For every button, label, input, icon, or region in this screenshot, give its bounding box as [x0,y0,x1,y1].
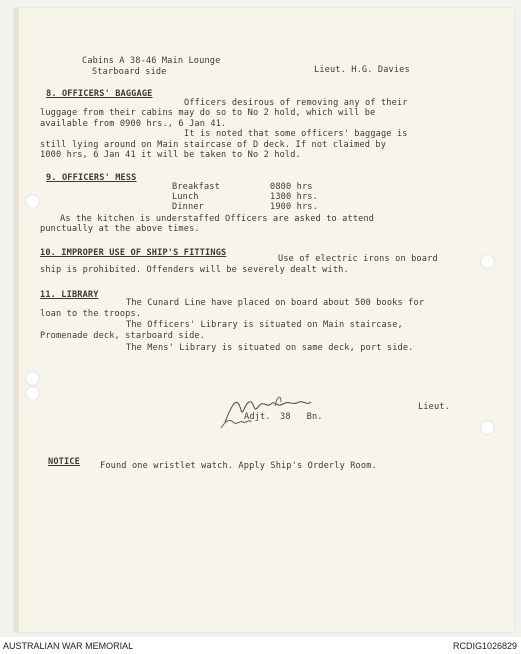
body-line: available from 0900 hrs., 6 Jan 41. [40,119,227,129]
body-line: ship is prohibited. Offenders will be severely dealt with. [40,265,349,275]
meal-name: Dinner [172,202,204,212]
body-line: loan to the troops. [40,309,142,319]
body-line: Use of electric irons on board [278,254,438,264]
typed-memo [34,56,474,565]
punch-hole [480,254,495,269]
meal-time: 0800 hrs [270,182,313,192]
heading-library: 11. LIBRARY [40,290,99,300]
archive-footer [0,637,521,654]
meal-time: 1300 hrs. [270,192,318,202]
meal-name: Lunch [172,192,199,202]
body-line: 1000 hrs, 6 Jan 41 it will be taken to No 2 hold. [40,150,301,160]
heading-officers-mess: 9. OFFICERS' MESS [46,173,137,183]
heading-improper-use: 10. IMPROPER USE OF SHIP'S FITTINGS [40,248,227,258]
signoff-role: Adjt. [244,412,271,422]
body-line: It is noted that some officers' baggage is [184,129,408,139]
body-line: The Cunard Line have placed on board about 500 books for [126,298,425,308]
header-side: Starboard side [92,67,167,77]
meal-time: 1900 hrs. [270,202,318,212]
record-id: RCDIG1026829 [452,641,517,651]
signoff-rank: Lieut. [418,402,450,412]
heading-officers-baggage: 8. OFFICERS' BAGGAGE [46,89,153,99]
body-line: As the kitchen is understaffed Officers are asked to attend [60,214,375,224]
body-line: The Officers' Library is situated on Main staircase, [126,320,403,330]
body-line: Officers desirous of removing any of their [184,98,408,108]
body-line: luggage from their cabins may do so to No 2 hold, which will be [40,108,376,118]
notice-heading: NOTICE [48,457,80,467]
header-location: Cabins A 38-46 Main Lounge [82,56,221,66]
handwritten-signature [215,392,345,432]
signoff-unit: 38 Bn. [280,412,323,422]
punch-hole [480,420,495,435]
header-officer: Lieut. H.G. Davies [314,65,410,75]
notice-text: Found one wristlet watch. Apply Ship's Orderly Room. [100,461,377,471]
body-line: punctually at the above times. [40,224,200,234]
body-line: The Mens' Library is situated on same deck, port side. [126,343,414,353]
body-line: still lying around on Main staircase of D deck. If not claimed by [40,140,387,150]
archive-name: AUSTRALIAN WAR MEMORIAL [3,641,134,651]
meal-name: Breakfast [172,182,220,192]
body-line: Promenade deck, starboard side. [40,331,206,341]
paper-edge [14,8,19,632]
